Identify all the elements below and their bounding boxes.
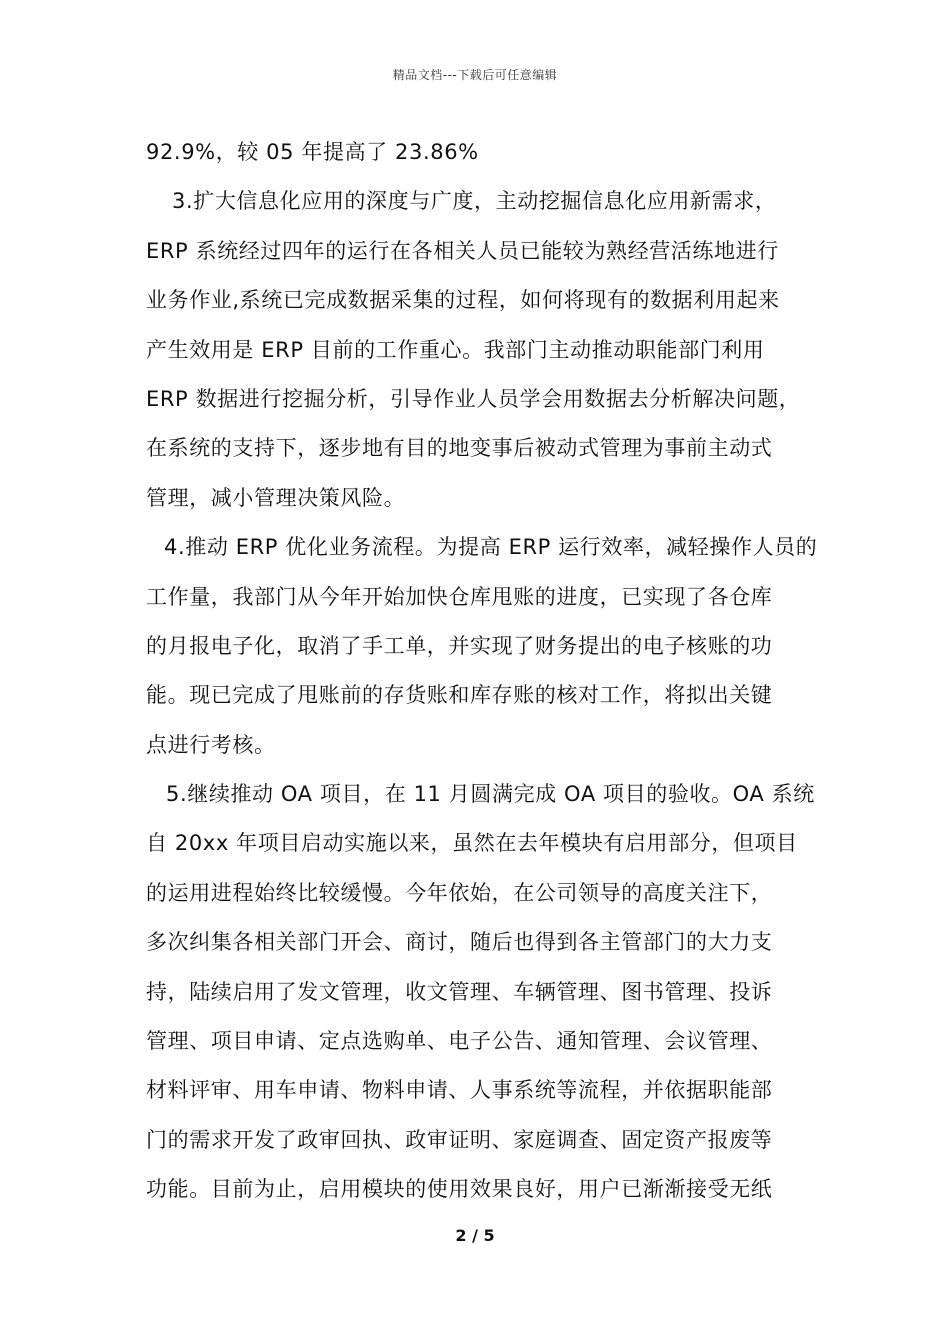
text-line: 3.扩大信息化应用的深度与广度，主动挖掘信息化应用新需求， (172, 189, 777, 214)
page-header: 精品文档---下载后可任意编辑 (392, 68, 558, 82)
text-line: 业务作业,系统已完成数据采集的过程，如何将现有的数据利用起来 (146, 288, 780, 313)
text-line: 5.继续推动 OA 项目，在 11 月圆满完成 OA 项目的验收。OA 系统 (166, 782, 815, 807)
text-line: 的月报电子化，取消了手工单，并实现了财务提出的电子核账的功 (146, 633, 773, 658)
text-line: 4.推动 ERP 优化业务流程。为提高 ERP 运行效率，减轻操作人员的 (164, 535, 818, 560)
text-line: 多次纠集各相关部门开会、商讨，随后也得到各主管部门的大力支 (146, 930, 773, 955)
text-line: 产生效用是 ERP 目前的工作重心。我部门主动推动职能部门利用 (146, 337, 765, 362)
text-line: 能。现已完成了甩账前的存货账和库存账的核对工作，将拟出关键 (146, 683, 773, 708)
text-line: 在系统的支持下，逐步地有目的地变事后被动式管理为事前主动式 (146, 436, 773, 461)
text-line: 材料评审、用车申请、物料申请、人事系统等流程，并依据职能部 (146, 1078, 773, 1103)
text-line: 92.9%，较 05 年提高了 23.86% (146, 140, 479, 164)
text-line: 自 20xx 年项目启动实施以来，虽然在去年模块有启用部分，但项目 (146, 831, 798, 856)
text-line: ERP 系统经过四年的运行在各相关人员已能较为熟经营活练地进行 (146, 238, 779, 263)
text-line: 持，陆续启用了发文管理，收文管理、车辆管理、图书管理、投诉 (146, 979, 773, 1004)
text-line: 的运用进程始终比较缓慢。今年依始，在公司领导的高度关注下， (146, 880, 773, 905)
page-number: 2 / 5 (455, 1226, 495, 1245)
text-line: 管理、项目申请、定点选购单、电子公告、通知管理、会议管理、 (146, 1029, 773, 1054)
text-line: 门的需求开发了政审回执、政审证明、家庭调查、固定资产报废等 (146, 1127, 773, 1152)
text-line: 功能。目前为止，启用模块的使用效果良好，用户已渐渐接受无纸 (146, 1177, 773, 1202)
document-body (146, 128, 826, 1215)
text-line: 工作量，我部门从今年开始加快仓库甩账的进度，已实现了各仓库 (146, 584, 773, 609)
text-line: 点进行考核。 (146, 732, 276, 757)
text-line: ERP 数据进行挖掘分析，引导作业人员学会用数据去分析解决问题， (146, 386, 801, 411)
text-line: 管理，减小管理决策风险。 (146, 485, 406, 510)
